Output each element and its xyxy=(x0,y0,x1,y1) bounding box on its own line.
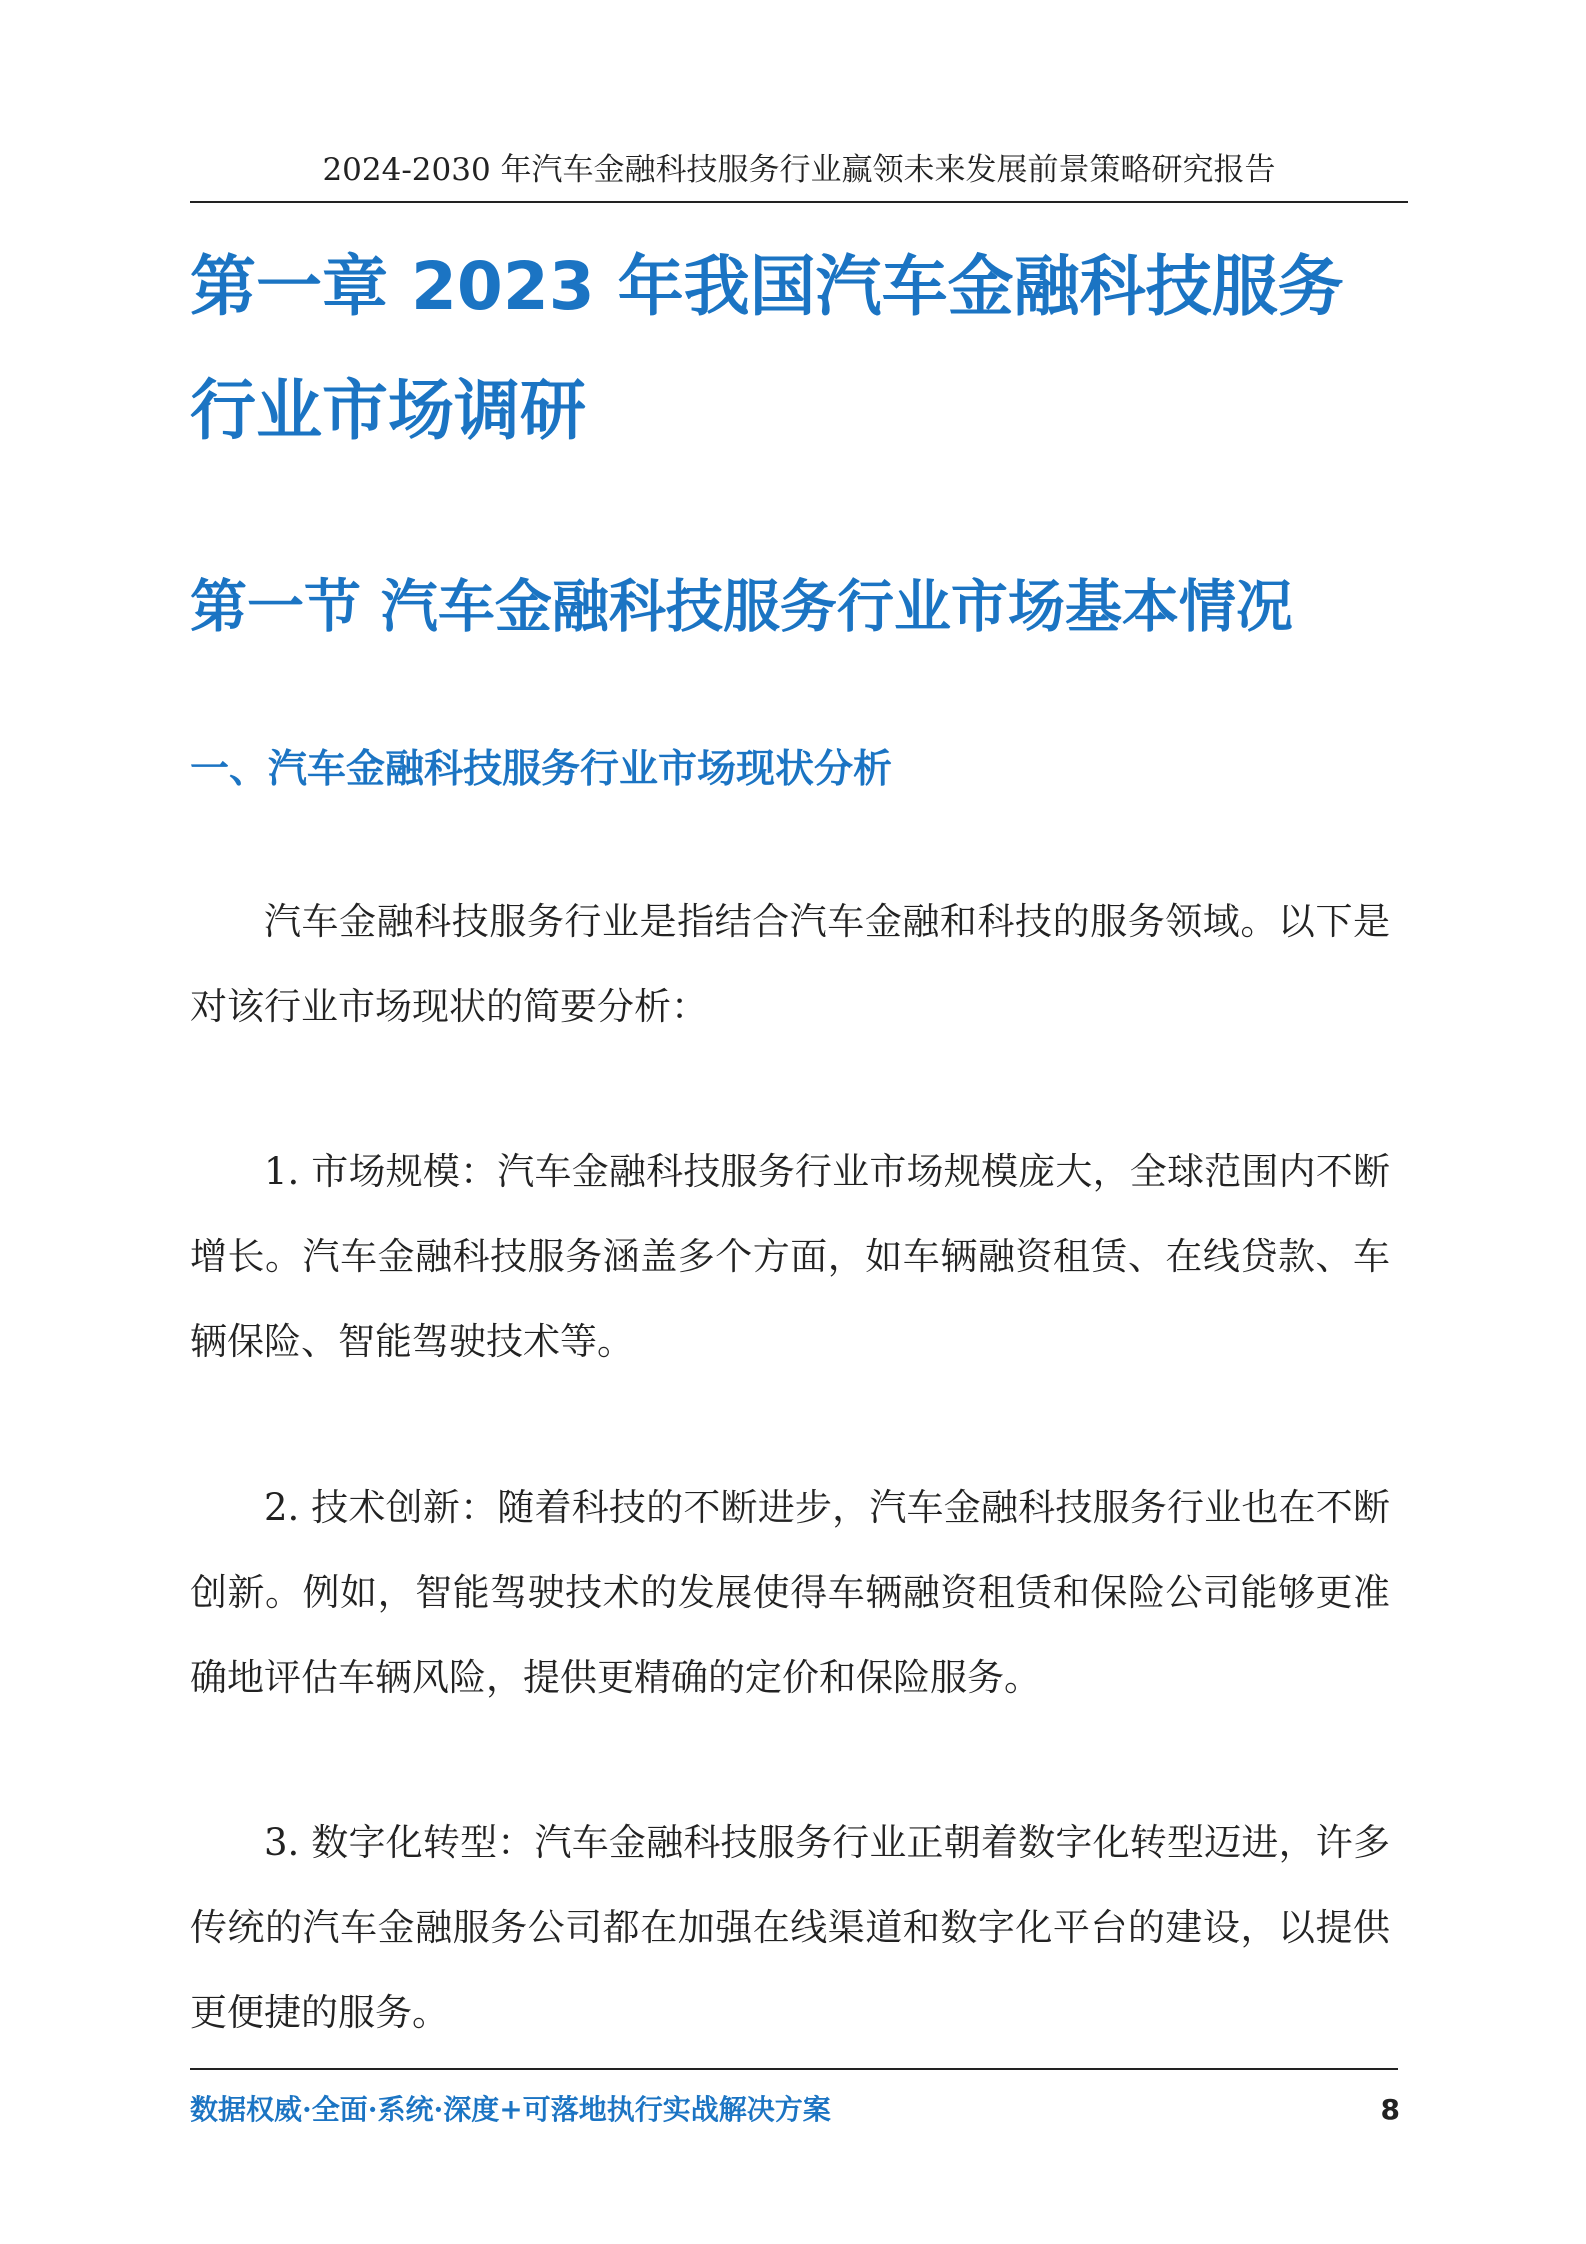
section-title: 第一节 汽车金融科技服务行业市场基本情况 xyxy=(190,574,1293,640)
header-divider xyxy=(190,201,1408,203)
page-number: 8 xyxy=(1380,2093,1400,2126)
running-header: 2024-2030 年汽车金融科技服务行业赢领未来发展前景策略研究报告 xyxy=(322,152,1276,188)
footer-slogan: 数据权威·全面·系统·深度+可落地执行实战解决方案 xyxy=(190,2093,831,2126)
footer-divider xyxy=(190,2068,1398,2070)
intro-paragraph: 汽车金融科技服务行业是指结合汽车金融和科技的服务领域。以下是对该行业市场现状的简要分析： xyxy=(190,900,1390,1028)
chapter-title-line2: 行业市场调研 xyxy=(190,372,586,449)
point-digital-transformation: 3. 数字化转型：汽车金融科技服务行业正朝着数字化转型迈进，许多传统的汽车金融服务公司都在加强在线渠道和数字化平台的建设，以提供更便捷的服务。 xyxy=(190,1821,1390,2034)
subsection-title: 一、汽车金融科技服务行业市场现状分析 xyxy=(190,747,893,792)
chapter-title-line1: 第一章 2023 年我国汽车金融科技服务 xyxy=(190,248,1344,325)
chapter-title xyxy=(190,225,1410,473)
point-tech-innovation: 2. 技术创新：随着科技的不断进步，汽车金融科技服务行业也在不断创新。例如，智能驾驶技术的发展使得车辆融资租赁和保险公司能够更准确地评估车辆风险，提供更精确的定价和保险服务。 xyxy=(190,1486,1390,1699)
point-market-size: 1. 市场规模：汽车金融科技服务行业市场规模庞大，全球范围内不断增长。汽车金融科技服务涵盖多个方面，如车辆融资租赁、在线贷款、车辆保险、智能驾驶技术等。 xyxy=(190,1150,1390,1363)
